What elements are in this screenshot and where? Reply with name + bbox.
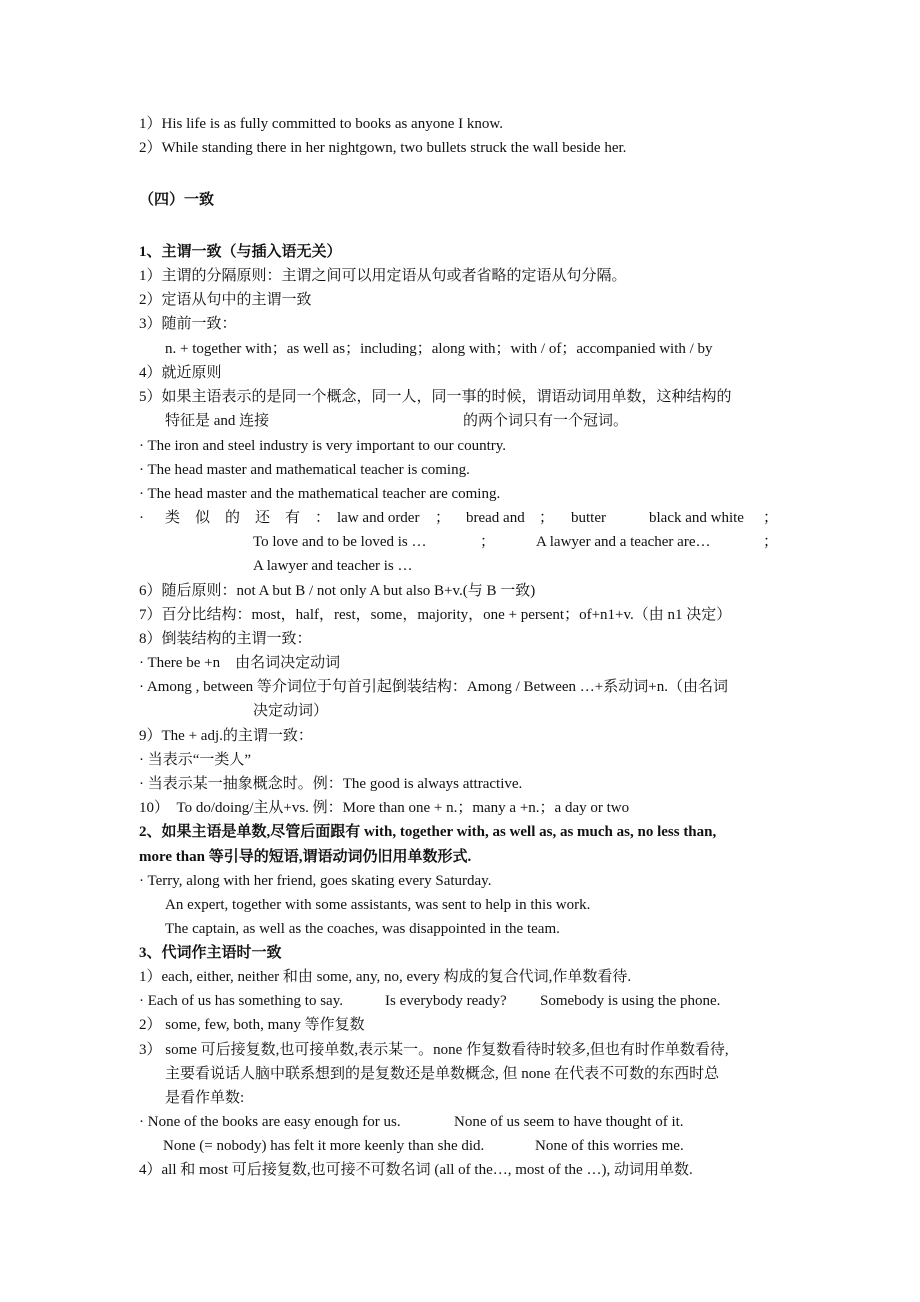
example-phrase: black and white <box>649 510 744 526</box>
rule-detail: · There be +n 由名词决定动词 <box>139 655 341 671</box>
rule-line: 3）随前一致： <box>139 316 237 332</box>
rule-line: 3） some 可后接复数,也可接单数,表示某一。none 作复数看待时较多,但也有时作单数看待, <box>139 1042 729 1058</box>
rule-detail: 主要看说话人脑中联系想到的是复数还是单数概念, 但 none 在代表不可数的东西时总 <box>165 1066 720 1082</box>
example-line: 1）His life is as fully committed to books as anyone I know. <box>139 116 503 132</box>
rule-line: 4）就近原则 <box>139 365 222 381</box>
rule-line: 6）随后原则：not A but B / not only A but also B+v.(与 B 一致) <box>139 583 536 599</box>
separator: ； <box>763 534 779 550</box>
example-line: An expert, together with some assistants, was sent to help in this work. <box>165 897 591 913</box>
example-sentence: · None of the books are easy enough for us. <box>139 1114 401 1130</box>
rule-detail: 决定动词） <box>253 703 329 719</box>
separator: ； <box>539 510 555 526</box>
separator: ； <box>480 534 496 550</box>
rule-line: 10） To do/doing/主从+vs. 例：More than one + n.；many a +n.；a day or two <box>139 800 630 816</box>
section-heading: （四）一致 <box>139 192 215 208</box>
rule-detail: 是看作单数: <box>165 1090 245 1106</box>
example-sentence: Is everybody ready? <box>385 993 507 1009</box>
subsection-heading: more than 等引导的短语,谓语动词仍旧用单数形式. <box>139 849 472 865</box>
rule-detail: · 当表示某一抽象概念时。例：The good is always attractive. <box>139 776 523 792</box>
rule-detail: 的两个词只有一个冠词。 <box>463 413 629 429</box>
rule-line: 8）倒装结构的主谓一致： <box>139 631 312 647</box>
example-sentence: Somebody is using the phone. <box>540 993 721 1009</box>
example-line: The captain, as well as the coaches, was disappointed in the team. <box>165 921 560 937</box>
rule-line: 2）定语从句中的主谓一致 <box>139 292 312 308</box>
similar-examples-row <box>139 531 789 553</box>
example-row <box>139 990 789 1012</box>
rule-line: 1）主谓的分隔原则：主谓之间可以用定语从句或者省略的定语从句分隔。 <box>139 268 627 284</box>
example-line: · The head master and mathematical teacher is coming. <box>139 462 470 478</box>
example-sentence: None (= nobody) has felt it more keenly than she did. <box>163 1138 485 1154</box>
example-line: · The iron and steel industry is very important to our country. <box>139 438 507 454</box>
example-sentence: None of us seem to have thought of it. <box>454 1114 684 1130</box>
rule-detail: · 当表示“一类人” <box>139 752 252 768</box>
rule-detail: n. + together with；as well as；including；along with；with / of；accompanied with / by <box>165 341 713 357</box>
example-sentence: None of this worries me. <box>535 1138 684 1154</box>
example-phrase: bread and <box>466 510 525 526</box>
subsection-heading: 2、如果主语是单数,尽管后面跟有 with, together with, as well as, as much as, no less than, <box>139 824 717 840</box>
subsection-heading: 1、主谓一致（与插入语无关） <box>139 244 342 260</box>
similar-examples-row <box>139 507 789 529</box>
example-phrase: A lawyer and a teacher are… <box>536 534 711 550</box>
rule-line: 2） some, few, both, many 等作复数 <box>139 1017 365 1033</box>
example-phrase: A lawyer and teacher is … <box>253 558 413 574</box>
rule-line: 1）each, either, neither 和由 some, any, no, every 构成的复合代词,作单数看待. <box>139 969 632 985</box>
rule-detail: · Among , between 等介词位于句首引起倒装结构：Among / Between …+系动词+n.（由名词 <box>139 679 728 695</box>
example-line: · Terry, along with her friend, goes skating every Saturday. <box>139 873 492 889</box>
separator: ； <box>435 510 451 526</box>
rule-line: 9）The + adj.的主谓一致： <box>139 728 313 744</box>
example-phrase: To love and to be loved is … <box>253 534 427 550</box>
rule-line: 5）如果主语表示的是同一个概念，同一人，同一事的时候，谓语动词用单数，这种结构的 <box>139 389 732 405</box>
example-row <box>139 1111 789 1133</box>
example-row <box>139 1135 789 1157</box>
example-phrase: butter <box>571 510 606 526</box>
rule-line: 7）百分比结构：most，half，rest，some，majority，one + persent；of+n1+v.（由 n1 决定） <box>139 607 732 623</box>
similar-label: 类 似 的 还 有 ： <box>165 510 331 526</box>
rule-detail: 特征是 and 连接 <box>165 413 270 429</box>
example-phrase: law and order <box>337 510 420 526</box>
example-line: 2）While standing there in her nightgown, two bullets struck the wall beside her. <box>139 140 627 156</box>
separator: ； <box>763 510 779 526</box>
example-line: · The head master and the mathematical teacher are coming. <box>139 486 501 502</box>
rule-line: 4）all 和 most 可后接复数,也可接不可数名词 (all of the…, most of the …), 动词用单数. <box>139 1162 693 1178</box>
example-sentence: · Each of us has something to say. <box>139 993 343 1009</box>
bullet: · <box>139 510 144 526</box>
subsection-heading: 3、代词作主语时一致 <box>139 945 282 961</box>
